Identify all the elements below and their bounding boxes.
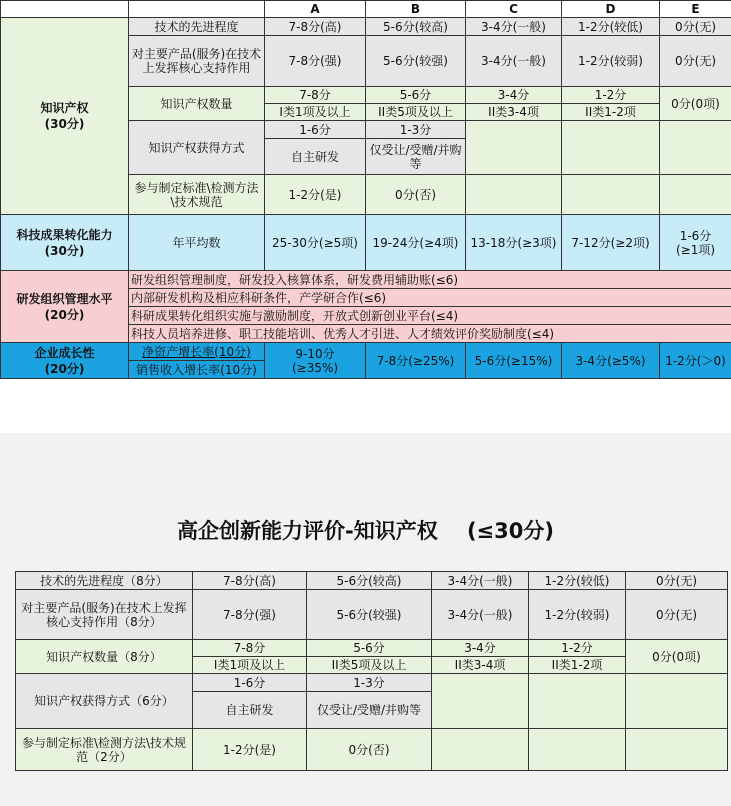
t2-count-d-sub: II类1-2项 bbox=[529, 657, 626, 674]
standard-d-empty bbox=[562, 175, 660, 215]
t2-advanced-d: 1-2分(较低) bbox=[529, 572, 626, 590]
growth-b: 7-8分(≥25%) bbox=[366, 343, 466, 379]
t2-method-label: 知识产权获得方式（6分） bbox=[16, 674, 193, 729]
t2-advanced-a: 7-8分(高) bbox=[193, 572, 307, 590]
header-d: D bbox=[562, 1, 660, 18]
method-c-empty bbox=[466, 121, 562, 175]
t2-method-b-sub: 仅受让/受赠/并购等 bbox=[307, 692, 432, 729]
score-table-ip bbox=[15, 571, 728, 771]
t2-standard-b: 0分(否) bbox=[307, 729, 432, 771]
core-b: 5-6分(较强) bbox=[366, 36, 466, 87]
t2-row-standard bbox=[16, 729, 728, 771]
count-b-sub: II类5项及以上 bbox=[366, 104, 466, 121]
t2-count-b: 5-6分 bbox=[307, 640, 432, 657]
method-b-sub: 仅受让/受赠/并购等 bbox=[366, 139, 466, 175]
t2-core-label: 对主要产品(服务)在技术上发挥核心支持作用（8分） bbox=[16, 590, 193, 640]
count-b: 5-6分 bbox=[366, 87, 466, 104]
row-growth-1 bbox=[1, 343, 731, 361]
t2-core-b: 5-6分(较强) bbox=[307, 590, 432, 640]
count-d: 1-2分 bbox=[562, 87, 660, 104]
count-e: 0分(0项) bbox=[660, 87, 731, 121]
growth-c: 5-6分(≥15%) bbox=[466, 343, 562, 379]
growth-label-1: 净资产增长率(10分) bbox=[129, 343, 265, 361]
row-tech bbox=[1, 215, 731, 271]
count-c-sub: II类3-4项 bbox=[466, 104, 562, 121]
t2-method-b: 1-3分 bbox=[307, 674, 432, 692]
rd-item-4: 科技人员培养进修、职工技能培训、优秀人才引进、人才绩效评价奖励制度(≤4) bbox=[129, 325, 731, 343]
tech-label: 年平均数 bbox=[129, 215, 265, 271]
t2-core-d: 1-2分(较弱) bbox=[529, 590, 626, 640]
t2-count-a-sub: I类1项及以上 bbox=[193, 657, 307, 674]
t2-row-advanced bbox=[16, 572, 728, 590]
header-row bbox=[1, 1, 731, 18]
growth-d: 3-4分(≥5%) bbox=[562, 343, 660, 379]
row-rd-1 bbox=[1, 271, 731, 289]
t2-count-d: 1-2分 bbox=[529, 640, 626, 657]
t2-standard-label: 参与制定标准\检测方法\技术规范（2分） bbox=[16, 729, 193, 771]
core-c: 3-4分(一般) bbox=[466, 36, 562, 87]
t2-count-c: 3-4分 bbox=[432, 640, 529, 657]
standard-b: 0分(否) bbox=[366, 175, 466, 215]
header-c: C bbox=[466, 1, 562, 18]
count-label: 知识产权数量 bbox=[129, 87, 265, 121]
section-title: 高企创新能力评价-知识产权 (≤30分) bbox=[177, 519, 554, 543]
core-d: 1-2分(较弱) bbox=[562, 36, 660, 87]
t2-advanced-c: 3-4分(一般) bbox=[432, 572, 529, 590]
t2-advanced-e: 0分(无) bbox=[626, 572, 728, 590]
t2-standard-a: 1-2分(是) bbox=[193, 729, 307, 771]
header-b: B bbox=[366, 1, 466, 18]
rd-item-1: 研发组织管理制度，研发投入核算体系，研发费用辅助账(≤6) bbox=[129, 271, 731, 289]
t2-standard-d-empty bbox=[529, 729, 626, 771]
count-d-sub: II类1-2项 bbox=[562, 104, 660, 121]
t2-method-a: 1-6分 bbox=[193, 674, 307, 692]
t2-count-b-sub: II类5项及以上 bbox=[307, 657, 432, 674]
t2-core-c: 3-4分(一般) bbox=[432, 590, 529, 640]
advanced-b: 5-6分(较高) bbox=[366, 18, 466, 36]
growth-label-2: 销售收入增长率(10分) bbox=[129, 361, 265, 379]
t2-core-e: 0分(无) bbox=[626, 590, 728, 640]
core-label: 对主要产品(服务)在技术上发挥核心支持作用 bbox=[129, 36, 265, 87]
tech-c: 13-18分(≥3项) bbox=[466, 215, 562, 271]
rd-item-2: 内部研发机构及相应科研条件，产学研合作(≤6) bbox=[129, 289, 731, 307]
header-a: A bbox=[265, 1, 366, 18]
tech-a: 25-30分(≥5项) bbox=[265, 215, 366, 271]
category-tech: 科技成果转化能力 (30分) bbox=[1, 215, 129, 271]
count-a: 7-8分 bbox=[265, 87, 366, 104]
standard-e-empty bbox=[660, 175, 731, 215]
growth-e: 1-2分(＞0) bbox=[660, 343, 731, 379]
rd-item-3: 科研成果转化组织实施与激励制度，开放式创新创业平台(≤4) bbox=[129, 307, 731, 325]
t2-advanced-b: 5-6分(较高) bbox=[307, 572, 432, 590]
t2-method-a-sub: 自主研发 bbox=[193, 692, 307, 729]
t2-standard-c-empty bbox=[432, 729, 529, 771]
t2-advanced-label: 技术的先进程度（8分） bbox=[16, 572, 193, 590]
growth-a: 9-10分 (≥35%) bbox=[265, 343, 366, 379]
method-b: 1-3分 bbox=[366, 121, 466, 139]
t2-method-e-empty bbox=[626, 674, 728, 729]
category-ip: 知识产权 (30分) bbox=[1, 18, 129, 215]
tech-b: 19-24分(≥4项) bbox=[366, 215, 466, 271]
method-a-sub: 自主研发 bbox=[265, 139, 366, 175]
t2-row-count bbox=[16, 640, 728, 657]
standard-label: 参与制定标准\检测方法\技术规范 bbox=[129, 175, 265, 215]
t2-count-c-sub: II类3-4项 bbox=[432, 657, 529, 674]
header-corner bbox=[1, 1, 129, 18]
t2-standard-e-empty bbox=[626, 729, 728, 771]
t2-method-d-empty bbox=[529, 674, 626, 729]
standard-a: 1-2分(是) bbox=[265, 175, 366, 215]
advanced-c: 3-4分(一般) bbox=[466, 18, 562, 36]
method-a: 1-6分 bbox=[265, 121, 366, 139]
advanced-e: 0分(无) bbox=[660, 18, 731, 36]
t2-row-method bbox=[16, 674, 728, 692]
core-a: 7-8分(强) bbox=[265, 36, 366, 87]
category-rd: 研发组织管理水平 (20分) bbox=[1, 271, 129, 343]
header-blank bbox=[129, 1, 265, 18]
method-label: 知识产权获得方式 bbox=[129, 121, 265, 175]
method-e-empty bbox=[660, 121, 731, 175]
t2-count-label: 知识产权数量（8分） bbox=[16, 640, 193, 674]
t2-core-a: 7-8分(强) bbox=[193, 590, 307, 640]
standard-c-empty bbox=[466, 175, 562, 215]
tech-e: 1-6分 (≥1项) bbox=[660, 215, 731, 271]
row-advanced bbox=[1, 18, 731, 36]
core-e: 0分(无) bbox=[660, 36, 731, 87]
t2-count-e: 0分(0项) bbox=[626, 640, 728, 674]
advanced-label: 技术的先进程度 bbox=[129, 18, 265, 36]
t2-method-c-empty bbox=[432, 674, 529, 729]
t2-count-a: 7-8分 bbox=[193, 640, 307, 657]
count-a-sub: I类1项及以上 bbox=[265, 104, 366, 121]
advanced-a: 7-8分(高) bbox=[265, 18, 366, 36]
header-e: E bbox=[660, 1, 731, 18]
score-table-overview bbox=[0, 0, 731, 379]
t2-row-core bbox=[16, 590, 728, 640]
count-c: 3-4分 bbox=[466, 87, 562, 104]
advanced-d: 1-2分(较低) bbox=[562, 18, 660, 36]
method-d-empty bbox=[562, 121, 660, 175]
category-growth: 企业成长性 (20分) bbox=[1, 343, 129, 379]
tech-d: 7-12分(≥2项) bbox=[562, 215, 660, 271]
